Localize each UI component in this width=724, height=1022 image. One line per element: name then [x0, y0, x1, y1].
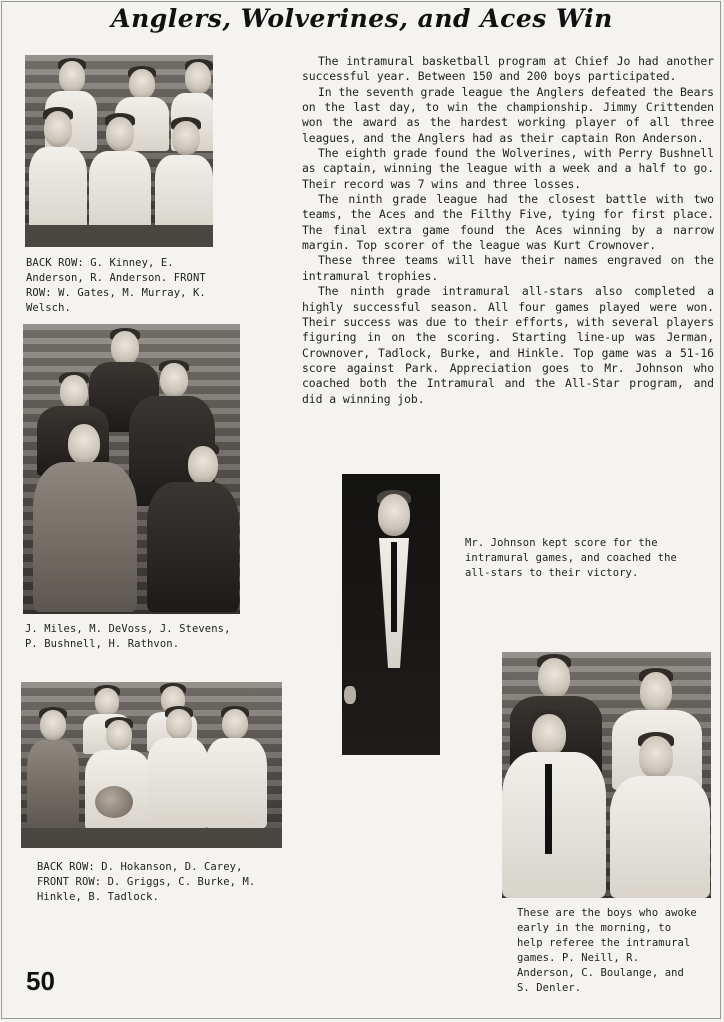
article-paragraph: The intramural basketball program at Chief Jo had another successful year. Between 150 and 200 boys participated.: [302, 54, 714, 84]
anglers-caption: BACK ROW: G. Kinney, E. Anderson, R. Anderson. FRONT ROW: W. Gates, M. Murray, K. Welsch.: [26, 257, 206, 314]
wolverines-team-photo: [23, 324, 240, 614]
referees-photo: [502, 652, 711, 898]
referees-caption: These are the boys who awoke early in the morning, to help referee the intramural games. P. Neill, R. Anderson, C. Boulange, and S. Denler.: [517, 907, 697, 994]
article-paragraph: The ninth grade league had the closest battle with two teams, the Aces and the Filthy Five, tying for first place. The final extra game found the Aces winning by a narrow margin. Top scorer of the league was Kurt Crownover.: [302, 192, 714, 253]
johnson-caption: Mr. Johnson kept score for the intramural games, and coached the all-stars to their victory.: [465, 537, 677, 579]
anglers-team-photo: [25, 55, 213, 247]
page-number: 50: [26, 966, 55, 996]
article-paragraph: In the seventh grade league the Anglers defeated the Bears on the last day, to win the championship. Jimmy Crittenden won the award as the hardest working player of all three leagues, and the Anglers had as their captain Ron Anderson.: [302, 84, 714, 145]
page-title: Anglers, Wolverines, and Aces Win: [111, 4, 613, 33]
article-paragraph: These three teams will have their names engraved on the intramural trophies.: [302, 253, 714, 283]
article-body: [302, 54, 714, 407]
article-paragraph: The eighth grade found the Wolverines, with Perry Bushnell as captain, winning the league with a week and a half to go. Their record was 7 wins and three losses.: [302, 146, 714, 191]
wolverines-caption: J. Miles, M. DeVoss, J. Stevens, P. Bushnell, H. Rathvon.: [25, 623, 231, 650]
mr-johnson-photo: [342, 474, 440, 755]
article-paragraph: The ninth grade intramural all-stars also completed a highly successful season. All four games played were won. Their success was due to their efforts, with several players figuring in on the scoring. Starting line-up was Jerman, Crownover, Tadlock, Burke, and Hinkle. Top game was a 51-16 score against Park. Appreciation goes to Mr. Johnson who coached both the Intramural and the All-Star program, and did a winning job.: [302, 284, 714, 406]
aces-caption: BACK ROW: D. Hokanson, D. Carey, FRONT ROW: D. Griggs, C. Burke, M. Hinkle, B. Tadlock.: [37, 861, 256, 903]
aces-team-photo: [21, 682, 282, 848]
